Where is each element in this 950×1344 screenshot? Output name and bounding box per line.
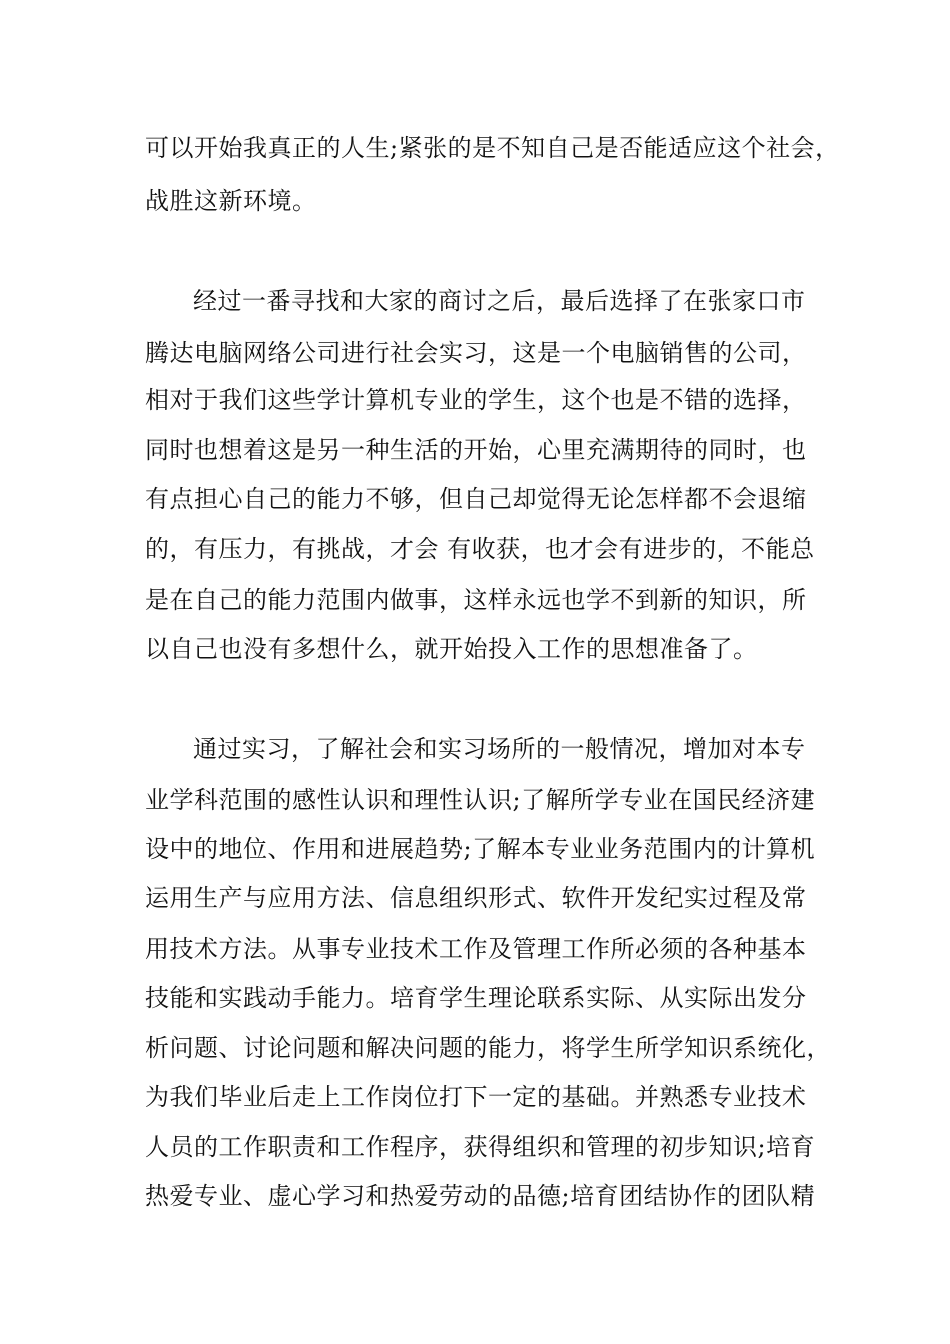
text-line: 可以开始我真正的人生;紧张的是不知自己是否能适应这个社会， — [145, 134, 840, 162]
text-line: 运用生产与应用方法、信息组织形式、软件开发纪实过程及常 — [145, 884, 807, 912]
text-line: 为我们毕业后走上工作岗位打下一定的基础。并熟悉专业技术 — [145, 1083, 807, 1111]
text-line: 相对于我们这些学计算机专业的学生，这个也是不错的选择， — [145, 386, 807, 414]
text-line: 有点担心自己的能力不够，但自己却觉得无论怎样都不会退缩 — [145, 485, 807, 513]
text-line: 热爱专业、虚心学习和热爱劳动的品德;培育团结协作的团队精 — [145, 1182, 816, 1210]
text-line: 通过实习，了解社会和实习场所的一般情况，增加对本专 — [193, 735, 806, 763]
text-line: 同时也想着这是另一种生活的开始，心里充满期待的同时，也 — [145, 436, 807, 464]
text-line: 人员的工作职责和工作程序，获得组织和管理的初步知识;培育 — [145, 1133, 816, 1161]
text-line: 战胜这新环境。 — [145, 187, 317, 215]
text-line: 析问题、讨论问题和解决问题的能力，将学生所学知识系统化， — [145, 1034, 831, 1062]
text-line: 以自己也没有多想什么，就开始投入工作的思想准备了。 — [145, 635, 758, 663]
text-line: 经过一番寻找和大家的商讨之后，最后选择了在张家口市 — [193, 287, 806, 315]
text-line: 腾达电脑网络公司进行社会实习，这是一个电脑销售的公司， — [145, 339, 807, 367]
text-line: 设中的地位、作用和进展趋势;了解本专业业务范围内的计算机 — [145, 835, 816, 863]
text-line: 的，有压力，有挑战，才会 有收获，也才会有进步的，不能总 — [145, 535, 815, 563]
text-line: 业学科范围的感性认识和理性认识;了解所学专业在国民经济建 — [145, 786, 816, 814]
text-line: 技能和实践动手能力。培育学生理论联系实际、从实际出发分 — [145, 984, 807, 1012]
text-line: 用技术方法。从事专业技术工作及管理工作所必须的各种基本 — [145, 935, 807, 963]
text-line: 是在自己的能力范围内做事，这样永远也学不到新的知识，所 — [145, 586, 807, 614]
